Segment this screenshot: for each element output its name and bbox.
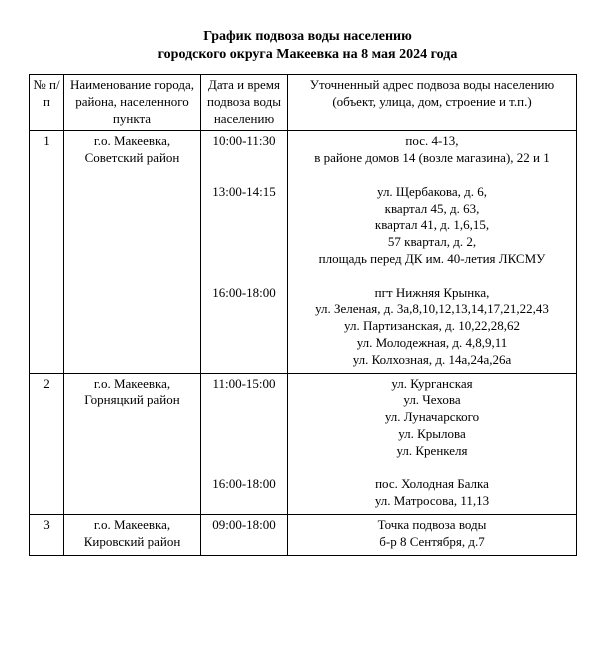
- water-delivery-table: [29, 74, 577, 556]
- table-row: [30, 514, 577, 555]
- table-header-row: [30, 75, 577, 131]
- row-addresses: [288, 514, 577, 555]
- row-city: [64, 131, 201, 373]
- address-line: Точка подвоза воды: [377, 516, 487, 532]
- city-line: г.о. Макеевка,: [93, 133, 171, 149]
- time-slot: 11:00-15:00: [212, 375, 276, 391]
- header-address: Уточненный адрес подвоза воды населению (объект, улица, дом, строение и т.п.): [288, 75, 577, 131]
- time-slot: 16:00-18:00: [212, 476, 276, 492]
- address-line: ул. Крылова: [398, 425, 466, 441]
- address-line: пос. Холодная Балка: [375, 476, 489, 492]
- address-line: пгт Нижняя Крынка,: [374, 284, 490, 300]
- header-time: Дата и время подвоза воды населению: [201, 75, 288, 131]
- row-addresses: [288, 373, 577, 514]
- address-line: в районе домов 14 (возле магазина), 22 и 1: [314, 150, 550, 166]
- address-group: [290, 184, 574, 268]
- row-city: [64, 514, 201, 555]
- header-number: № п/п: [30, 75, 64, 131]
- row-city: [64, 373, 201, 514]
- address-line: ул. Колхозная, д. 14а,24а,26а: [352, 351, 512, 367]
- address-group: [290, 376, 574, 460]
- time-slot: 13:00-14:15: [212, 183, 276, 199]
- title-line-2: городского округа Макеевка на 8 мая 2024 года: [157, 47, 458, 62]
- address-group: [290, 133, 574, 167]
- row-number: 2: [30, 373, 64, 514]
- address-line: ул. Матросова, 11,13: [374, 493, 490, 509]
- district-line: Горняцкий район: [84, 392, 180, 408]
- city-line: г.о. Макеевка,: [93, 375, 171, 391]
- address-line: пос. 4-13,: [405, 133, 459, 149]
- address-line: ул. Кренкеля: [396, 442, 468, 458]
- address-group: [290, 517, 574, 551]
- row-times: [201, 373, 288, 514]
- district-line: Советский район: [84, 150, 180, 166]
- title-line-1: График подвоза воды населению: [203, 29, 412, 44]
- address-line: ул. Щербакова, д. 6,: [377, 183, 487, 199]
- address-line: ул. Чехова: [403, 392, 461, 408]
- row-times: [201, 131, 288, 373]
- address-line: ул. Молодежная, д. 4,8,9,11: [356, 334, 508, 350]
- address-line: ул. Зеленая, д. 3а,8,10,12,13,14,17,21,22,43: [315, 301, 549, 317]
- row-addresses: [288, 131, 577, 373]
- table-row: [30, 373, 577, 514]
- time-slot: 09:00-18:00: [212, 516, 276, 532]
- header-city: Наименование города, района, населенного пункта: [64, 75, 201, 131]
- address-group: [290, 285, 574, 369]
- time-slot: 16:00-18:00: [212, 284, 276, 300]
- row-times: [201, 514, 288, 555]
- city-line: г.о. Макеевка,: [93, 516, 171, 532]
- address-line: площадь перед ДК им. 40-летия ЛКСМУ: [318, 250, 546, 266]
- address-line: квартал 41, д. 1,6,15,: [374, 217, 490, 233]
- address-line: 57 квартал, д. 2,: [387, 234, 477, 250]
- time-slot: 10:00-11:30: [212, 133, 276, 149]
- row-number: 3: [30, 514, 64, 555]
- district-line: Кировский район: [83, 533, 181, 549]
- address-line: ул. Луначарского: [384, 409, 480, 425]
- address-line: ул. Партизанская, д. 10,22,28,62: [344, 318, 520, 334]
- table-row: [30, 131, 577, 373]
- row-number: 1: [30, 131, 64, 373]
- address-group: [290, 476, 574, 510]
- address-line: квартал 45, д. 63,: [384, 200, 480, 216]
- address-line: б-р 8 Сентября, д.7: [379, 533, 485, 549]
- address-line: ул. Курганская: [391, 375, 473, 391]
- document-title: [0, 28, 615, 64]
